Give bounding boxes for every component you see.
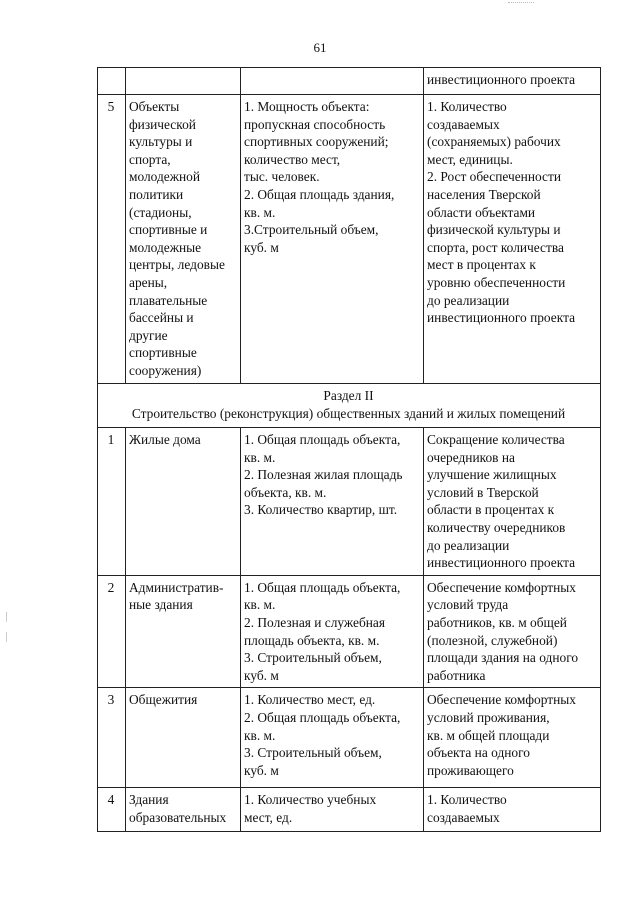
cell-line: образовательных: [129, 809, 227, 825]
cell-line: до реализации: [427, 537, 510, 553]
object-type-cell: [126, 788, 241, 832]
cell-line: 1. Общая площадь объекта,: [244, 579, 401, 595]
section-title: Раздел II: [323, 388, 374, 403]
scan-mark: [508, 2, 534, 5]
cell-line: условий проживания,: [427, 709, 550, 725]
row-number: 2: [98, 575, 126, 688]
cell-line: кв. м.: [244, 204, 276, 220]
cell-line: ные здания: [129, 597, 193, 613]
cell-line: 1. Количество: [427, 792, 507, 808]
cell-line: до реализации: [427, 292, 510, 308]
cell-line: куб. м: [244, 667, 279, 683]
indicators-cell: [241, 95, 424, 384]
indicators-cell: [241, 575, 424, 688]
scan-edge-mark: [6, 632, 7, 642]
cell-line: 2. Рост обеспеченности: [427, 169, 562, 185]
cell-line: Жилые дома: [129, 432, 201, 447]
cell-line: молодежной: [129, 169, 201, 185]
table-row: [98, 68, 601, 95]
row-number: 4: [98, 788, 126, 832]
cell-line: молодежные: [129, 239, 202, 255]
cell-line: центры, ледовые: [129, 257, 225, 273]
indicators-cell: [241, 428, 424, 576]
cell-line: спортивные и: [129, 222, 208, 238]
cell-line: (стадионы,: [129, 204, 192, 220]
cell-line: культуры и: [129, 134, 193, 150]
object-type-cell: [126, 95, 241, 384]
object-type-cell: [126, 688, 241, 788]
cell-line: кв. м.: [244, 597, 276, 613]
cell-line: сооружения): [129, 362, 202, 378]
section-subtitle: Строительство (реконструкция) общественных зданий и жилых помещений: [131, 405, 566, 421]
object-type-cell: [126, 575, 241, 688]
row-number: 1: [98, 428, 126, 576]
cell-line: инвестиционного проекта: [427, 72, 576, 87]
cell-line: работника: [427, 667, 486, 683]
cell-line: количеству очередников: [427, 519, 566, 535]
cell-line: населения Тверской: [427, 186, 541, 202]
table-row: [98, 575, 601, 688]
cell-line: кв. м.: [244, 727, 276, 743]
cell-line: площади здания на одного: [427, 650, 579, 666]
cell-line: Здания: [129, 792, 169, 808]
results-cell: [424, 95, 601, 384]
cell-line: (сохраняемых) рабочих: [427, 134, 561, 150]
table-row: [98, 428, 601, 576]
cell-line: мест в процентах к: [427, 257, 536, 273]
cell-line: Сокращение количества: [427, 432, 565, 447]
cell-line: 2. Общая площадь здания,: [244, 186, 395, 202]
cell-line: 2. Общая площадь объекта,: [244, 709, 401, 725]
cell-line: объекта на одного: [427, 745, 530, 761]
cell-line: условий труда: [427, 597, 509, 613]
cell-line: создаваемых: [427, 809, 500, 825]
section-header: [98, 384, 601, 428]
cell-line: другие: [129, 327, 168, 343]
cell-line: 3. Строительный объем,: [244, 650, 382, 666]
results-cell: [424, 575, 601, 688]
object-type-cell: [126, 68, 241, 95]
cell-line: инвестиционного проекта: [427, 555, 576, 571]
scan-edge-mark: [6, 612, 7, 622]
table-row: [98, 688, 601, 788]
section-header-row: [98, 384, 601, 428]
cell-line: Обеспечение комфортных: [427, 692, 576, 708]
cell-line: очередников на: [427, 449, 515, 465]
cell-line: 1. Количество учебных: [244, 792, 377, 808]
cell-line: инвестиционного проекта: [427, 310, 576, 326]
cell-line: физической культуры и: [427, 222, 561, 238]
cell-line: 2. Полезная жилая площадь: [244, 467, 403, 483]
cell-line: спорта, рост количества: [427, 239, 564, 255]
cell-line: 3. Количество квартир, шт.: [244, 502, 398, 518]
cell-line: бассейны и: [129, 310, 194, 326]
results-cell: [424, 688, 601, 788]
cell-line: мест, единицы.: [427, 151, 513, 167]
cell-line: 1. Общая площадь объекта,: [244, 432, 401, 447]
cell-line: объекта, кв. м.: [244, 484, 327, 500]
cell-line: улучшение жилищных: [427, 467, 557, 483]
cell-line: плавательные: [129, 292, 208, 308]
results-cell: [424, 428, 601, 576]
cell-line: области объектами: [427, 204, 536, 220]
cell-line: 2. Полезная и служебная: [244, 614, 386, 630]
cell-line: 1. Количество мест, ед.: [244, 692, 376, 708]
cell-line: куб. м: [244, 762, 279, 778]
cell-line: 1. Количество: [427, 99, 507, 114]
cell-line: спортивные: [129, 345, 197, 361]
cell-line: спорта,: [129, 151, 171, 167]
cell-line: 3.Строительный объем,: [244, 222, 379, 238]
cell-line: пропускная способность: [244, 116, 386, 132]
cell-line: площадь объекта, кв. м.: [244, 632, 380, 648]
cell-line: Объекты: [129, 99, 180, 114]
table-row: [98, 95, 601, 384]
results-cell: [424, 68, 601, 95]
cell-line: спортивных сооружений;: [244, 134, 389, 150]
object-type-cell: [126, 428, 241, 576]
cell-line: арены,: [129, 274, 168, 290]
indicators-cell: [241, 68, 424, 95]
indicators-cell: [241, 688, 424, 788]
cell-line: физической: [129, 116, 196, 132]
cell-line: уровню обеспеченности: [427, 274, 566, 290]
cell-line: политики: [129, 186, 184, 202]
cell-line: Административ-: [129, 579, 224, 595]
cell-line: тыс. человек.: [244, 169, 320, 185]
page-number: 61: [313, 40, 327, 55]
cell-line: области в процентах к: [427, 502, 555, 518]
row-number: [98, 68, 126, 95]
table-row: [98, 788, 601, 832]
row-number: 3: [98, 688, 126, 788]
cell-line: Обеспечение комфортных: [427, 579, 576, 595]
cell-line: работников, кв. м общей: [427, 614, 567, 630]
cell-line: 1. Мощность объекта:: [244, 99, 370, 114]
cell-line: 3. Строительный объем,: [244, 745, 382, 761]
cell-line: (полезной, служебной): [427, 632, 558, 648]
cell-line: мест, ед.: [244, 809, 293, 825]
cell-line: проживающего: [427, 762, 514, 778]
cell-line: количество мест,: [244, 151, 341, 167]
cell-line: условий в Тверской: [427, 484, 539, 500]
cell-line: кв. м общей площади: [427, 727, 550, 743]
cell-line: куб. м: [244, 239, 279, 255]
cell-line: кв. м.: [244, 449, 276, 465]
cell-line: создаваемых: [427, 116, 500, 132]
results-cell: [424, 788, 601, 832]
row-number: 5: [98, 95, 126, 384]
indicators-table: [97, 67, 601, 832]
indicators-cell: [241, 788, 424, 832]
cell-line: Общежития: [129, 692, 198, 708]
